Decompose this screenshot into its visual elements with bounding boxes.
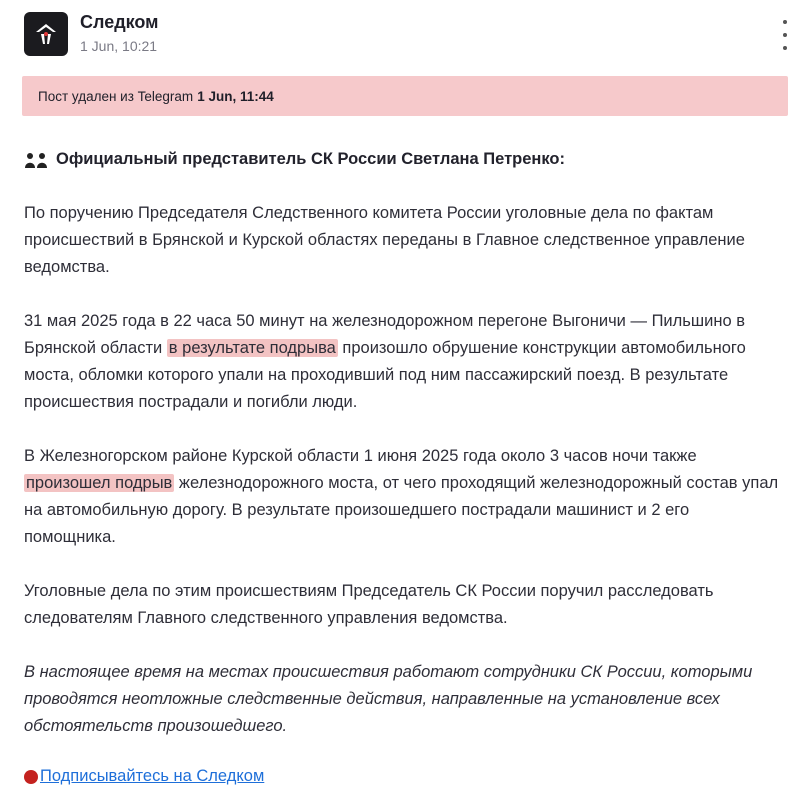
post-timestamp: 1 Jun, 10:21 [80, 38, 158, 54]
deleted-post-banner [22, 76, 788, 116]
post-header [0, 0, 800, 72]
speaker-silhouettes-icon [24, 152, 50, 168]
post-heading [24, 146, 784, 173]
channel-name[interactable]: Следком [80, 12, 159, 32]
banner-text: Пост удален из Telegram [38, 88, 194, 104]
subscribe-row [24, 763, 784, 790]
paragraph-2-after: произошло обрушение конструкции автомобильного моста, обломки которого упали на проходивший под ним пассажирский поезд. В результате происшествия пострадали и погибли люди. [24, 339, 746, 411]
red-circle-icon [24, 770, 38, 784]
paragraph-3-after: железнодорожного моста, от чего проходящий железнодорожный состав упал на автомобильную дорогу. В результате произошедшего пострадали машинист и 2 его помощника. [24, 474, 779, 546]
highlight-blast-result: в результате подрыва [168, 339, 336, 357]
paragraph-5: В настоящее время на местах происшествия работают сотрудники СК России, которыми проводятся неотложные следственные действия, направленные на установление всех обстоятельств произошедшего. [24, 663, 753, 735]
more-dot-icon [783, 46, 787, 50]
sledkom-logo-icon [31, 19, 61, 49]
highlight-explosion: произошел подрыв [26, 474, 173, 492]
heading-text: Официальный представитель СК России Светлана Петренко: [56, 150, 565, 168]
channel-avatar[interactable] [24, 12, 68, 56]
more-options-button[interactable] [776, 20, 794, 50]
more-dot-icon [783, 33, 787, 37]
banner-time: 1 Jun, 11:44 [197, 88, 274, 104]
paragraph-4: Уголовные дела по этим происшествиям Председатель СК России поручил расследовать следователям Главного следственного управления ведомства. [24, 582, 714, 627]
paragraph-3-before: В Железногорском районе Курской области 1 июня 2025 года около 3 часов ночи также [24, 447, 697, 465]
subscribe-link[interactable]: Подписывайтесь на Следком [40, 767, 265, 785]
paragraph-2 [24, 308, 784, 416]
paragraph-2-before: 31 мая 2025 года в 22 часа 50 минут на железнодорожном перегоне Выгоничи — Пильшино в Брянской области [24, 312, 745, 357]
post-body [24, 146, 784, 790]
paragraph-3 [24, 443, 784, 551]
more-dot-icon [783, 20, 787, 24]
paragraph-1: По поручению Председателя Следственного комитета России уголовные дела по фактам происшествий в Брянской и Курской областях переданы в Главное следственное управление ведомства. [24, 204, 745, 276]
